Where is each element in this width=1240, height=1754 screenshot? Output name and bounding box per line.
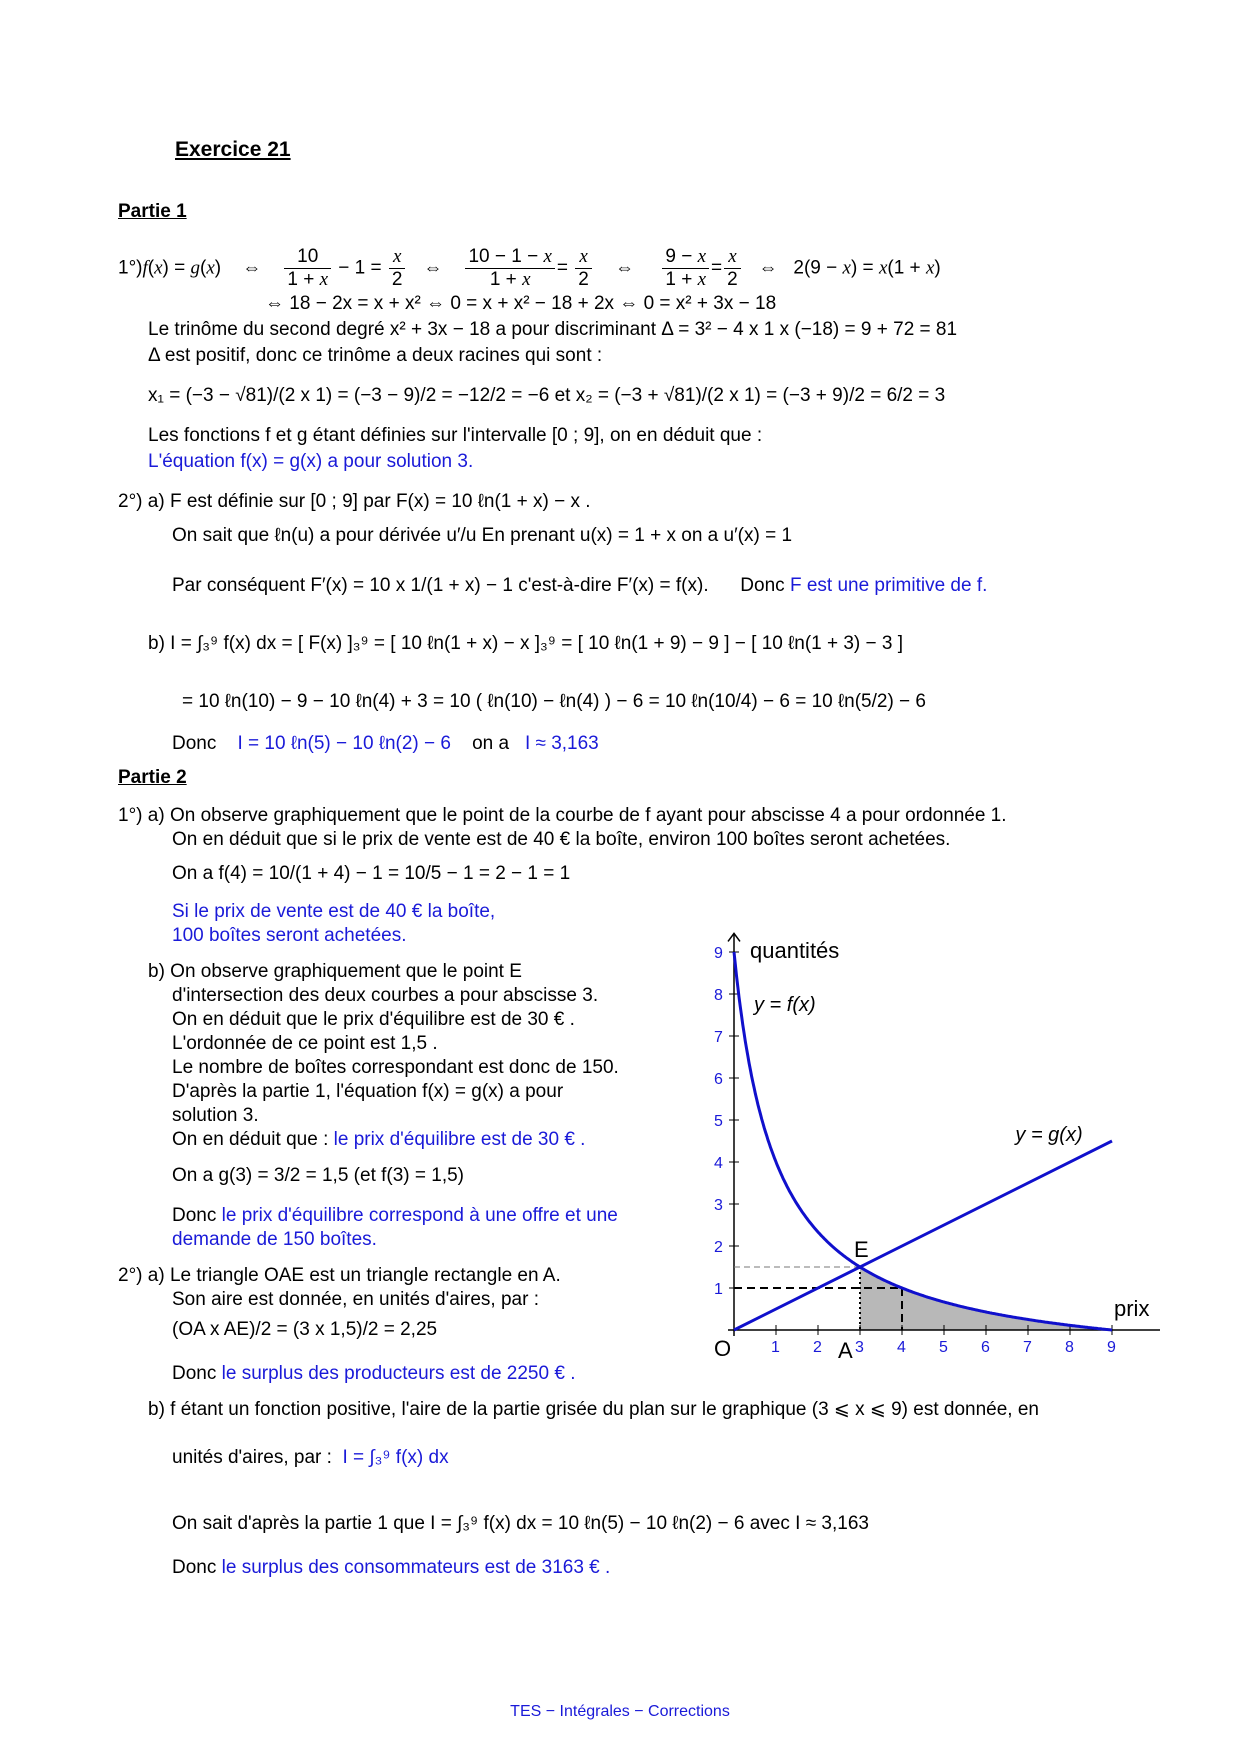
x-tick-label: 1 xyxy=(771,1339,780,1356)
point-e-label: E xyxy=(854,1237,869,1262)
part2-q1-b-l7: solution 3. xyxy=(172,1105,259,1126)
part2-q1-b-l6: D'après la partie 1, l'équation f(x) = g(x) a pour xyxy=(172,1081,564,1102)
f-curve-label: y = f(x) xyxy=(754,993,816,1016)
part2-q2-b-l1: b) f étant un fonction positive, l'aire de la partie grisée du plan sur le graphique (3 ⩽ x ⩽ 9) est donnée, en xyxy=(148,1399,1039,1420)
y-axis-label: quantités xyxy=(750,938,840,963)
part2-q2-b-l2 xyxy=(172,1446,449,1470)
part1-q2-a-def-text: a) F est définie sur [0 ; 9] par F(x) = 10 ℓn(1 + x) − x . xyxy=(147,491,591,512)
footer: TES − Intégrales − Corrections xyxy=(510,1703,730,1720)
part1-q2-b-approx: I ≈ 3,163 xyxy=(524,733,599,754)
y-tick-label: 6 xyxy=(714,1071,723,1088)
part2-q1-b-l8 xyxy=(172,1128,585,1152)
part2-q2-a-l4 xyxy=(172,1362,575,1386)
part1-q2-b-int: b) I = ∫₃⁹ f(x) dx = [ F(x) ]₃⁹ = [ 10 ℓn(1 + x) − x ]₃⁹ = [ 10 ℓn(1 + 9) − 9 ] − [ 10 ℓn(1 + 3) − 3 ] xyxy=(148,633,904,654)
part2-q1-label: 1°) xyxy=(118,805,143,826)
part1-q2-b-on-a: on a xyxy=(472,733,510,754)
y-tick-label: 8 xyxy=(714,987,723,1004)
exercise-title: Exercice 21 xyxy=(175,138,291,161)
point-a-label: A xyxy=(838,1338,853,1363)
y-tick-label: 2 xyxy=(714,1239,723,1256)
part2-q2-b-l4 xyxy=(172,1556,610,1580)
part1-q2-a-concl: F est une primitive de f. xyxy=(789,575,988,596)
part2-title: Partie 2 xyxy=(118,767,187,788)
part2-q1-b-l10-blue: le prix d'équilibre correspond à une offre et une xyxy=(221,1205,618,1226)
y-tick-label: 4 xyxy=(714,1155,723,1172)
part2-q2-b-l4-blue: le surplus des consommateurs est de 3163 € . xyxy=(221,1557,611,1578)
part1-q2-a-donc: Donc xyxy=(740,575,785,596)
part2-q1-b-l5: Le nombre de boîtes correspondant est donc de 150. xyxy=(172,1057,619,1078)
part2-q2-b-l2-pre: unités d'aires, par : xyxy=(172,1447,332,1468)
part2-q1-b-l1: b) On observe graphiquement que le point E xyxy=(148,961,522,982)
part1-q1-eq2: ⇔ 18 − 2x = x + x² ⇔ 0 = x + x² − 18 + 2x ⇔ 0 = x² + 3x − 18 xyxy=(265,293,777,314)
part1-title: Partie 1 xyxy=(118,201,187,222)
part2-q1-b-l8-blue: le prix d'équilibre est de 30 € . xyxy=(333,1129,586,1150)
g-line-label: y = g(x) xyxy=(1015,1124,1083,1146)
part1-q2-b-donc: Donc xyxy=(172,733,217,754)
part2-q1-b-l4: L'ordonnée de ce point est 1,5 . xyxy=(172,1033,438,1054)
part2-q1-a-calc: On a f(4) = 10/(1 + 4) − 1 = 10/5 − 1 = 2 − 1 = 1 xyxy=(172,863,571,884)
part1-q1-label: 1°) xyxy=(118,257,143,279)
part2-q2-b-l4-pre: Donc xyxy=(172,1557,217,1578)
part1-q1-positive: Δ est positif, donc ce trinôme a deux racines qui sont : xyxy=(148,345,603,366)
part2-q2-a-l4-pre: Donc xyxy=(172,1363,217,1384)
part1-q2-b-result-line xyxy=(172,732,599,756)
x-tick-label: 7 xyxy=(1023,1339,1032,1356)
x-tick-label: 4 xyxy=(897,1339,906,1356)
x-tick-label: 6 xyxy=(981,1339,990,1356)
part1-q1-discriminant: Le trinôme du second degré x² + 3x − 18 a pour discriminant Δ = 3² − 4 x 1 x (−18) = 9 + 72 = 81 xyxy=(148,319,958,340)
y-tick-label: 5 xyxy=(714,1113,723,1130)
x-tick-label: 9 xyxy=(1107,1339,1116,1356)
part2-q1-b-l8-pre: On en déduit que : xyxy=(172,1129,329,1150)
part2-q1-b-l2: d'intersection des deux courbes a pour abscisse 3. xyxy=(172,985,599,1006)
part2-q2-b-l3: On sait d'après la partie 1 que I = ∫₃⁹ f(x) dx = 10 ℓn(5) − 10 ℓn(2) − 6 avec I ≈ 3,163 xyxy=(172,1513,869,1534)
part2-q1-b-l3: On en déduit que le prix d'équilibre est de 30 € . xyxy=(172,1009,575,1030)
part1-q2-a-conseq-text: Par conséquent F′(x) = 10 x 1/(1 + x) − 1 c'est-à-dire F′(x) = f(x). xyxy=(172,575,709,596)
part2-q1-a-deduce: On en déduit que si le prix de vente est de 40 € la boîte, environ 100 boîtes seront achetées. xyxy=(172,829,951,850)
part1-q2-a-deriv: On sait que ℓn(u) a pour dérivée u′/u En prenant u(x) = 1 + x on a u′(x) = 1 xyxy=(172,525,793,546)
part1-q1-eq1: 1°)f(x) = g(x) ⇔ $\frac{10}{1 + x}$ − 1 = $\frac{x}{2}$ ⇔ $\frac{10 - 1 - x}{1 + x}$ = $\frac{x}{2}$ ⇔ $\frac{9 - x}{1 + x}$ = $\frac{x}{2}$ ⇔ 2(9 − x) = x(1 + x) xyxy=(118,246,941,290)
origin-label: O xyxy=(714,1336,732,1361)
y-tick-label: 7 xyxy=(714,1029,723,1046)
part2-q1-b-l11: demande de 150 boîtes. xyxy=(172,1229,377,1250)
x-tick-label: 5 xyxy=(939,1339,948,1356)
part2-q1-b-l10-pre: Donc xyxy=(172,1205,217,1226)
part2-q2-label: 2°) xyxy=(118,1265,143,1286)
part2-q2-b-l2-blue: I = ∫₃⁹ f(x) dx xyxy=(342,1447,449,1468)
part2-q1-a-obs-text: a) On observe graphiquement que le point de la courbe de f ayant pour abscisse 4 a pour ordonnée 1. xyxy=(147,805,1007,826)
part1-q1-conclusion: L'équation f(x) = g(x) a pour solution 3. xyxy=(148,451,474,472)
x-tick-label: 3 xyxy=(855,1339,864,1356)
part2-q2-a-l4-blue: le surplus des producteurs est de 2250 € . xyxy=(221,1363,576,1384)
part1-q1-roots: x₁ = (−3 − √81)/(2 x 1) = (−3 − 9)/2 = −12/2 = −6 et x₂ = (−3 + √81)/(2 x 1) = (−3 + 9)/2 = 6/2 = 3 xyxy=(148,385,946,406)
part1-q2-b-calc: = 10 ℓn(10) − 9 − 10 ℓn(4) + 3 = 10 ( ℓn(10) − ℓn(4) ) − 6 = 10 ℓn(10/4) − 6 = 10 ℓn(5/2) − 6 xyxy=(182,691,926,712)
part2-q1-a-concl2: 100 boîtes seront achetées. xyxy=(172,925,407,946)
x-tick-label: 2 xyxy=(813,1339,822,1356)
part2-q1-b-l9: On a g(3) = 3/2 = 1,5 (et f(3) = 1,5) xyxy=(172,1165,465,1186)
y-tick-label: 3 xyxy=(714,1197,723,1214)
part2-q2-a-l1 xyxy=(118,1264,561,1288)
part1-q2-a-conseq xyxy=(172,574,987,598)
y-tick-label: 1 xyxy=(714,1281,723,1298)
part2-q1-a-obs xyxy=(118,804,1007,828)
x-tick-label: 8 xyxy=(1065,1339,1074,1356)
y-tick-label: 9 xyxy=(714,945,723,962)
part2-q2-a-l2: Son aire est donnée, en unités d'aires, par : xyxy=(172,1289,539,1310)
part1-q2-label: 2°) xyxy=(118,491,143,512)
part2-q1-b-l10 xyxy=(172,1204,618,1228)
part2-q2-a-l1-text: a) Le triangle OAE est un triangle rectangle en A. xyxy=(147,1265,561,1286)
part1-q2-a-def xyxy=(118,490,591,514)
graph-svg xyxy=(690,930,1160,1370)
part1-q2-b-result: I = 10 ℓn(5) − 10 ℓn(2) − 6 xyxy=(237,733,451,754)
x-axis-label: prix xyxy=(1114,1296,1150,1321)
part2-q1-a-concl1: Si le prix de vente est de 40 € la boîte, xyxy=(172,901,496,922)
part2-q2-a-l3: (OA x AE)/2 = (3 x 1,5)/2 = 2,25 xyxy=(172,1319,438,1340)
shaded-area xyxy=(860,1267,1112,1330)
part1-q1-deduce: Les fonctions f et g étant définies sur l'intervalle [0 ; 9], on en déduit que : xyxy=(148,425,763,446)
